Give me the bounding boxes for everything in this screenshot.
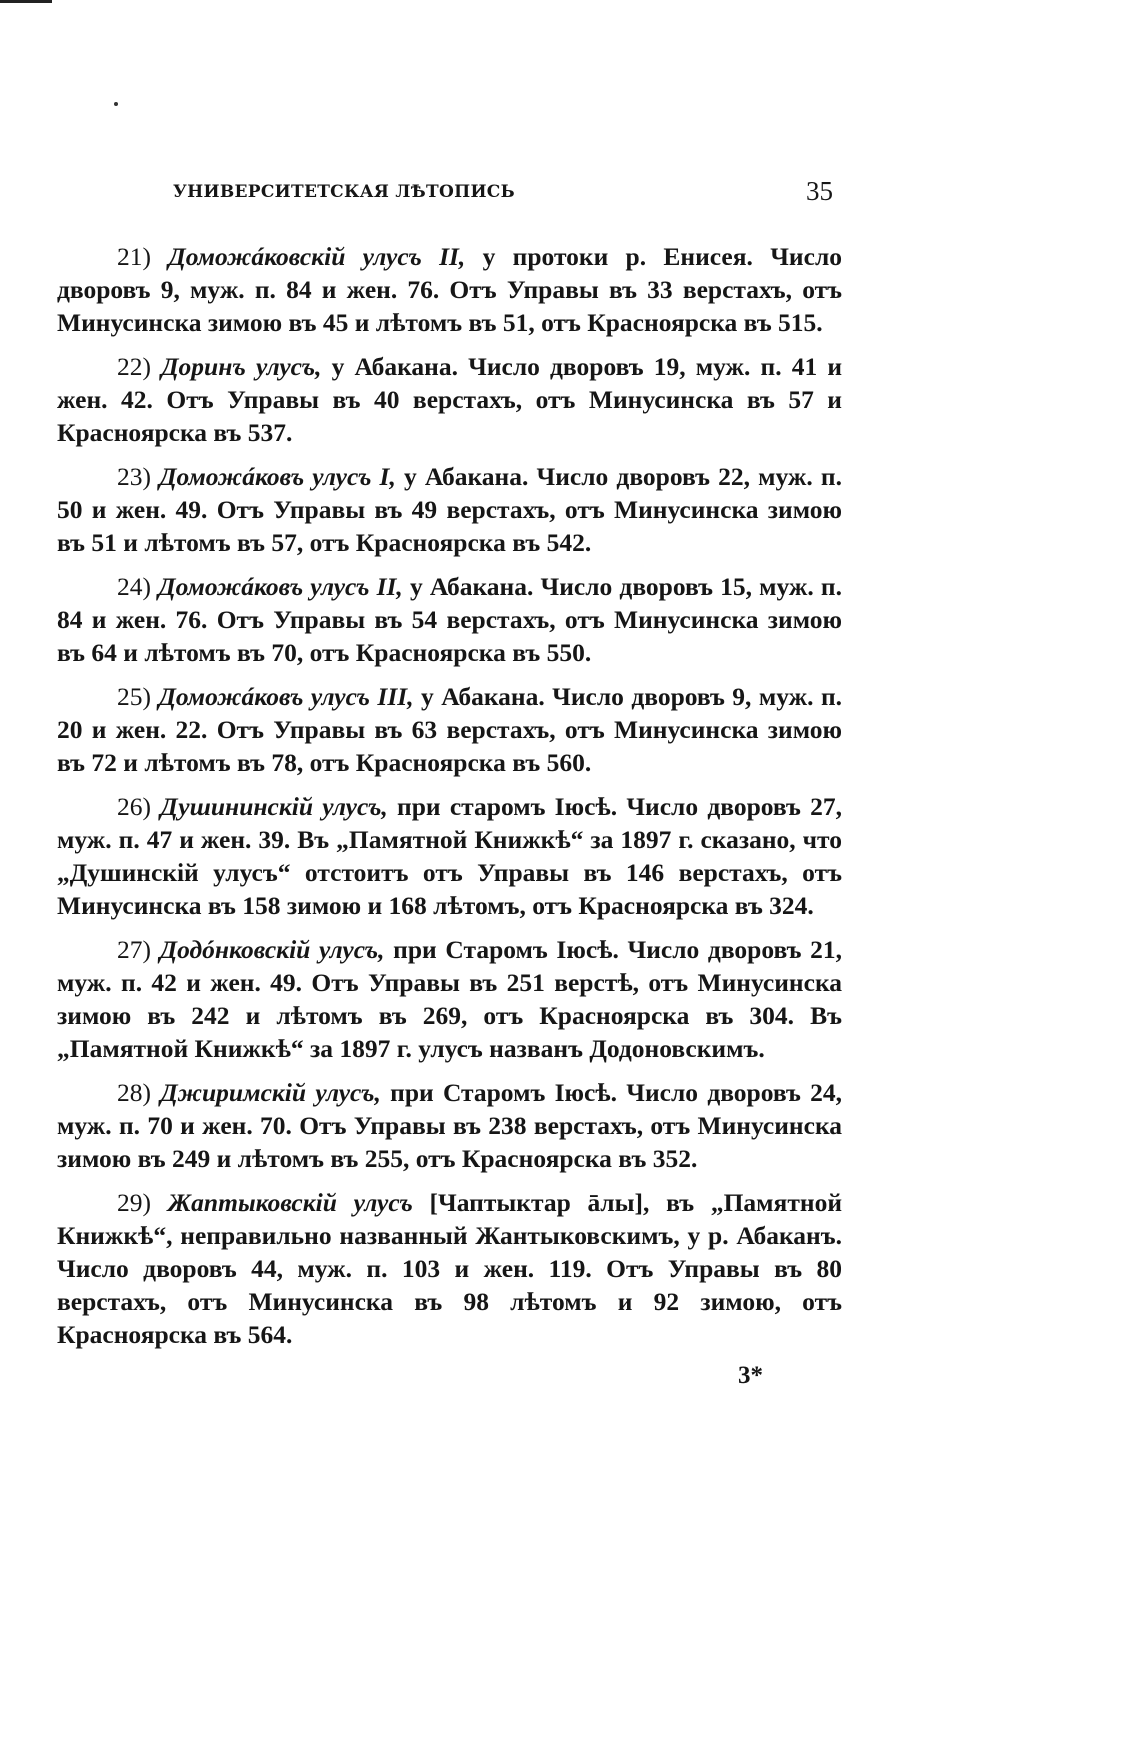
entry-name: Жаптыковскій улусъ xyxy=(167,1188,413,1217)
running-head xyxy=(173,176,833,206)
entry-number: 21) xyxy=(117,242,151,271)
entry-28 xyxy=(57,1076,842,1175)
entry-number: 23) xyxy=(117,462,151,491)
scan-edge-mark xyxy=(0,0,52,3)
entry-text: у Абакана. Число дворовъ 9, муж. п. 20 и жен. 22. Отъ Управы въ 63 верстахъ, отъ Минусинска зимою въ 72 и лѣтомъ въ 78, отъ Красноярска въ 560. xyxy=(57,682,843,777)
entry-text: у Абакана. Число дворовъ 15, муж. п. 84 и жен. 76. Отъ Управы въ 54 верстахъ, отъ Минусинска зимою въ 64 и лѣтомъ въ 70, отъ Красноярска въ 550. xyxy=(57,572,842,667)
entry-number: 24) xyxy=(117,572,151,601)
entry-name: Доринъ улусъ, xyxy=(161,352,322,381)
entry-name: Додóнковскій улусъ, xyxy=(159,935,385,964)
signature-mark: 3* xyxy=(738,1362,763,1389)
entry-29 xyxy=(57,1186,842,1351)
entry-name: Доможáковъ улусъ I, xyxy=(159,462,396,491)
entry-text: [Чаптыктар āлы], въ „Памятной Книжкѣ“, неправильно названный Жантыковскимъ, у р. Абаканъ. Число дворовъ 44, муж. п. 103 и жен. 119. Отъ Управы въ 80 верстахъ, отъ Минусинска въ 98 лѣтомъ и 92 зимою, отъ Красноярска въ 564. xyxy=(57,1188,843,1349)
entry-number: 27) xyxy=(117,935,151,964)
entry-text: при старомъ Іюсѣ. Число дворовъ 27, муж. п. 47 и жен. 39. Въ „Памятной Книжкѣ“ за 1897 г. сказано, что „Душинскій улусъ“ отстоитъ отъ Управы въ 146 верстахъ, отъ Минусинска въ 158 зимою и 168 лѣтомъ, отъ Красноярска въ 324. xyxy=(57,792,843,920)
entry-22 xyxy=(57,350,842,449)
entry-26 xyxy=(57,790,842,922)
entry-name: Душининскій улусъ, xyxy=(160,792,388,821)
running-head-title: УНИВЕРСИТЕТСКАЯ ЛѢТОПИСЬ xyxy=(173,182,515,202)
entry-23 xyxy=(57,460,842,559)
entry-text: при Старомъ Іюсѣ. Число дворовъ 21, муж. п. 42 и жен. 49. Отъ Управы въ 251 верстѣ, отъ Минусинска зимою въ 242 и лѣтомъ въ 269, отъ Красноярска въ 304. Въ „Памятной Книжкѣ“ за 1897 г. улусъ названъ Додоновскимъ. xyxy=(57,935,843,1063)
entry-text: у Абакана. Число дворовъ 19, муж. п. 41 и жен. 42. Отъ Управы въ 40 верстахъ, отъ Минусинска въ 57 и Красноярска въ 537. xyxy=(57,352,843,447)
entry-text: у протоки р. Енисея. Число дворовъ 9, муж. п. 84 и жен. 76. Отъ Управы въ 33 верстахъ, отъ Минусинска зимою въ 45 и лѣтомъ въ 51, отъ Красноярска въ 515. xyxy=(57,242,843,337)
entry-text: при Старомъ Іюсѣ. Число дворовъ 24, муж. п. 70 и жен. 70. Отъ Управы въ 238 верстахъ, отъ Минусинска зимою въ 249 и лѣтомъ въ 255, отъ Красноярска въ 352. xyxy=(57,1078,843,1173)
entries-text xyxy=(57,240,842,1362)
entry-27 xyxy=(57,933,842,1065)
entry-number: 26) xyxy=(117,792,151,821)
entry-24 xyxy=(57,570,842,669)
entry-name: Доможáковъ улусъ II, xyxy=(158,572,403,601)
ink-speck xyxy=(114,102,118,106)
entry-name: Доможáковъ улусъ III, xyxy=(158,682,414,711)
entry-name: Доможáковскій улусъ II, xyxy=(168,242,466,271)
entry-name: Джиримскій улусъ, xyxy=(160,1078,381,1107)
entry-text: у Абакана. Число дворовъ 22, муж. п. 50 и жен. 49. Отъ Управы въ 49 верстахъ, отъ Минусинска зимою въ 51 и лѣтомъ въ 57, отъ Красноярска въ 542. xyxy=(57,462,842,557)
entry-number: 25) xyxy=(117,682,151,711)
entry-number: 22) xyxy=(117,352,151,381)
entry-21 xyxy=(57,240,842,339)
entry-number: 29) xyxy=(117,1188,151,1217)
entry-25 xyxy=(57,680,842,779)
entry-number: 28) xyxy=(117,1078,151,1107)
page-number: 35 xyxy=(806,176,833,206)
